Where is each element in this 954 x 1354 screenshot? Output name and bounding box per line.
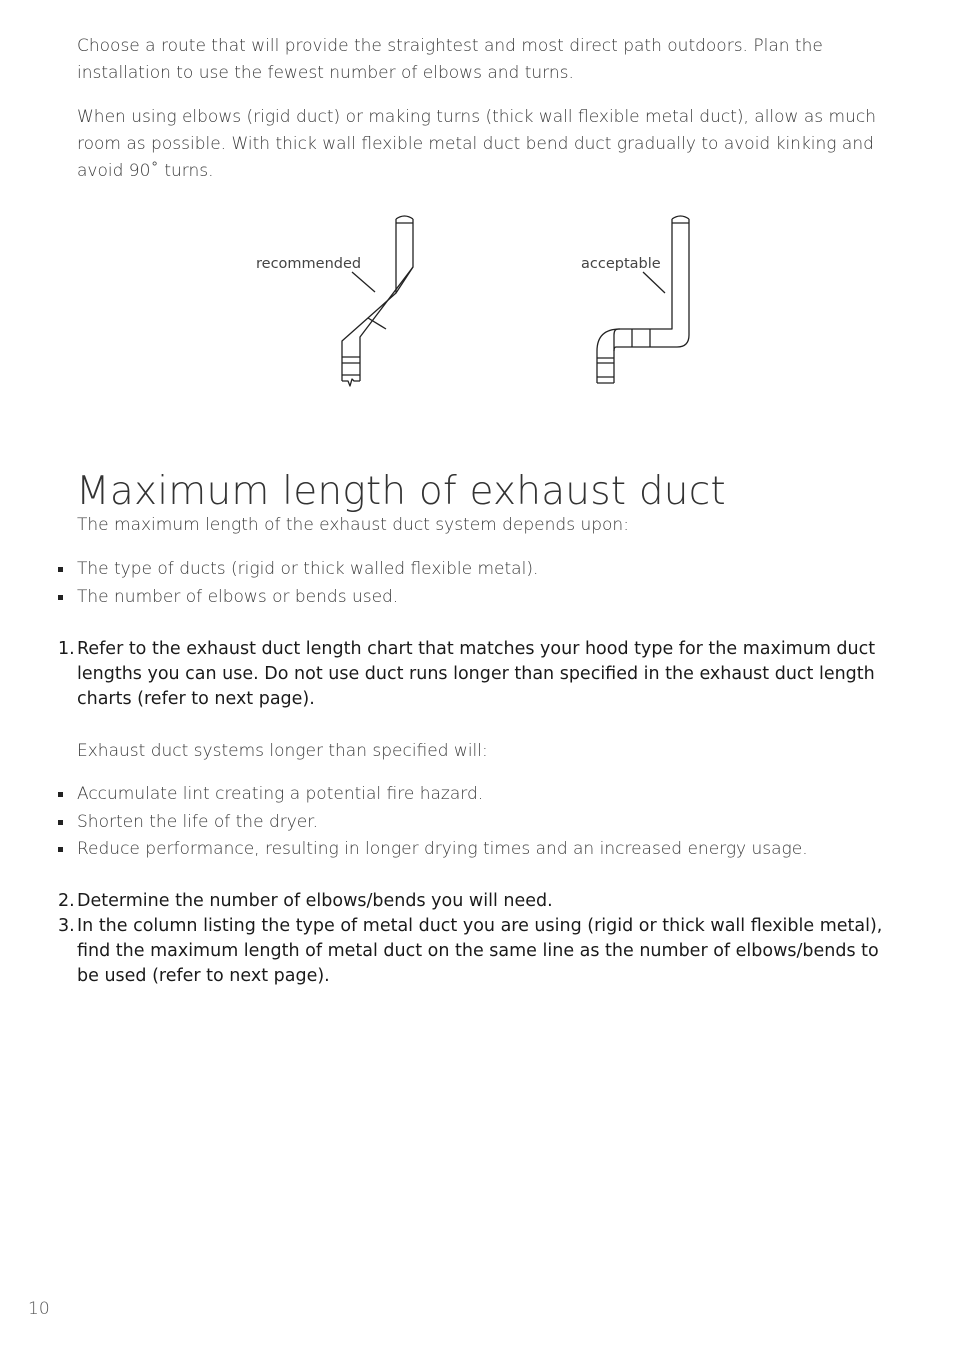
acceptable-label: acceptable [581,256,661,272]
length-warning-note: Exhaust duct systems longer than specified will: [77,741,488,761]
list-item: Shorten the life of the dryer. [0,809,808,837]
step-text: Determine the number of elbows/bends you will need. [77,891,553,911]
acceptable-pointer [643,272,665,293]
section-title: Maximum length of exhaust duct [76,469,726,514]
duct-routing-figure [0,205,954,405]
step-number: 2. [58,891,75,911]
step-1 [58,637,888,712]
recommended-pointer [352,272,375,292]
recommended-label: recommended [256,256,362,272]
page-number: 10 [28,1299,50,1319]
list-item: Reduce performance, resulting in longer drying times and an increased energy usage. [0,836,808,864]
acceptable-duct-diagram [597,216,689,383]
intro-paragraph-route: Choose a route that will provide the straightest and most direct path outdoors. Plan the installation to use the fewest number of elbows and turns. [77,36,823,83]
recommended-duct-diagram [342,216,413,386]
step-number: 3. [58,916,75,936]
list-item: The type of ducts (rigid or thick walled flexible metal). [0,556,538,584]
step-3 [58,914,888,989]
depends-on-list [0,556,538,611]
intro-paragraph-elbows: When using elbows (rigid duct) or making turns (thick wall flexible metal duct), allow as much room as possible. With thick wall flexible metal duct bend duct gradually to avoid kinking and avoid 90˚ turns. [77,107,876,181]
consequences-list [0,781,808,864]
step-number: 1. [58,639,75,659]
step-text: Refer to the exhaust duct length chart that matches your hood type for the maximum duct lengths you can use. Do not use duct runs longer than specified in the exhaust duct length charts (refer to next page). [77,639,876,709]
step-text: In the column listing the type of metal duct you are using (rigid or thick wall flexible metal), find the maximum length of metal duct on the same line as the number of elbows/bends to be used (refer to next page). [77,916,883,986]
section-intro: The maximum length of the exhaust duct system depends upon: [77,515,629,535]
list-item: The number of elbows or bends used. [0,584,538,612]
step-2 [58,889,888,914]
list-item: Accumulate lint creating a potential fire hazard. [0,781,808,809]
